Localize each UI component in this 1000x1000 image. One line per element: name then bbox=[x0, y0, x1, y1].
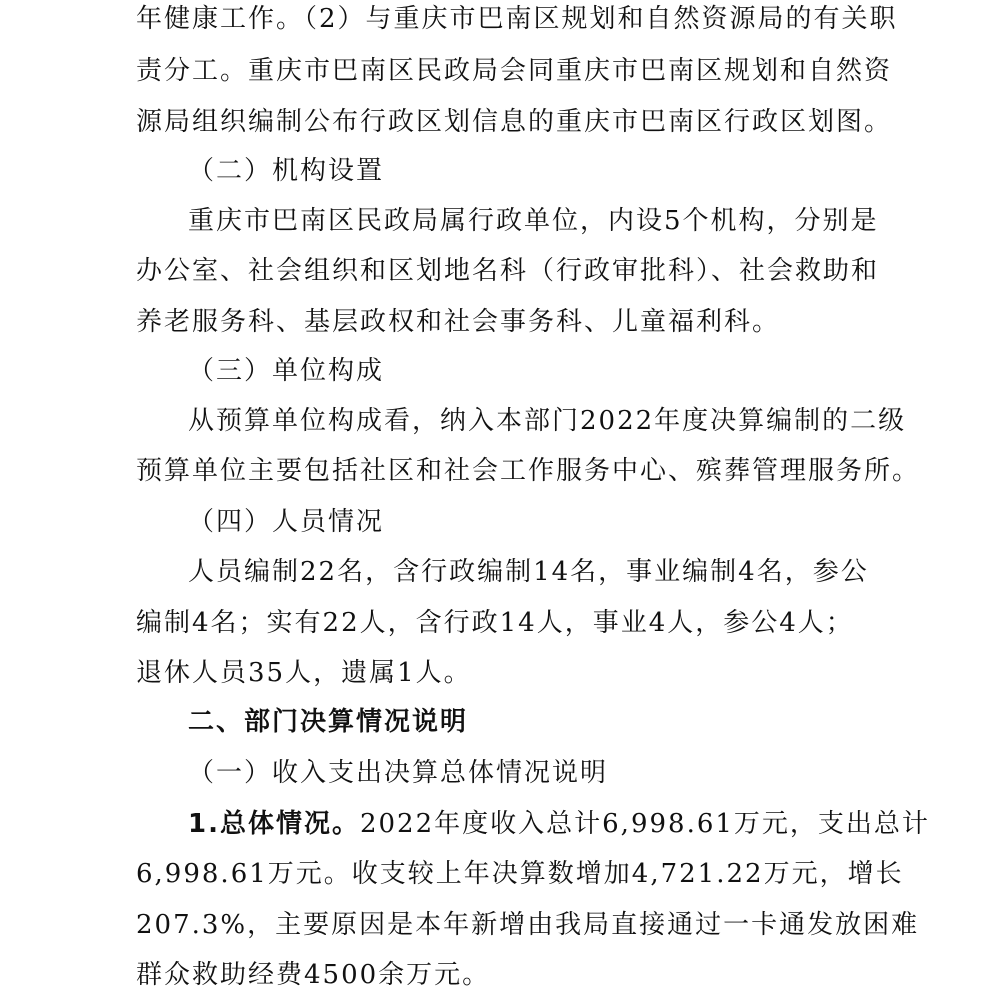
paragraph-line-12-text: 2022年度收入总计6,998.61万元，支出总计 bbox=[359, 809, 930, 839]
paragraph-line-10: 编制4名；实有22人，含行政14人，事业4人，参公4人； bbox=[136, 608, 854, 638]
paragraph-line-4: 重庆市巴南区民政局属行政单位，内设5个机构，分别是 bbox=[188, 206, 879, 236]
bold-prefix: 1.总体情况。 bbox=[188, 809, 360, 839]
paragraph-line-5: 办公室、社会组织和区划地名科（行政审批科）、社会救助和 bbox=[136, 256, 880, 286]
paragraph-line-6: 养老服务科、基层政权和社会事务科、儿童福利科。 bbox=[136, 307, 781, 337]
section-heading-shouru: （一）收入支出决算总体情况说明 bbox=[188, 758, 609, 788]
paragraph-line-14: 207.3%，主要原因是本年新增由我局直接通过一卡通发放困难 bbox=[136, 910, 920, 940]
paragraph-line-3: 源局组织编制公布行政区划信息的重庆市巴南区行政区划图。 bbox=[136, 107, 893, 137]
paragraph-line-8: 预算单位主要包括社区和社会工作服务中心、殡葬管理服务所。 bbox=[136, 456, 921, 486]
paragraph-line-15: 群众救助经费4500余万元。 bbox=[136, 960, 491, 990]
section-heading-jigou: （二）机构设置 bbox=[188, 156, 385, 186]
section-heading-main: 二、部门决算情况说明 bbox=[188, 707, 469, 737]
section-heading-renyuan: （四）人员情况 bbox=[188, 507, 385, 537]
paragraph-line-11: 退休人员35人，遗属1人。 bbox=[136, 658, 472, 688]
paragraph-line-13: 6,998.61万元。收支较上年决算数增加4,721.22万元，增长 bbox=[136, 859, 904, 889]
section-heading-danwei: （三）单位构成 bbox=[188, 356, 385, 386]
paragraph-line-12 bbox=[188, 799, 1000, 849]
paragraph-line-1: 年健康工作。（2）与重庆市巴南区规划和自然资源局的有关职 bbox=[136, 4, 898, 34]
paragraph-line-9: 人员编制22名，含行政编制14名，事业编制4名，参公 bbox=[188, 557, 869, 587]
paragraph-line-2: 责分工。重庆市巴南区民政局会同重庆市巴南区规划和自然资 bbox=[136, 56, 893, 86]
paragraph-line-7: 从预算单位构成看，纳入本部门2022年度决算编制的二级 bbox=[188, 406, 907, 436]
